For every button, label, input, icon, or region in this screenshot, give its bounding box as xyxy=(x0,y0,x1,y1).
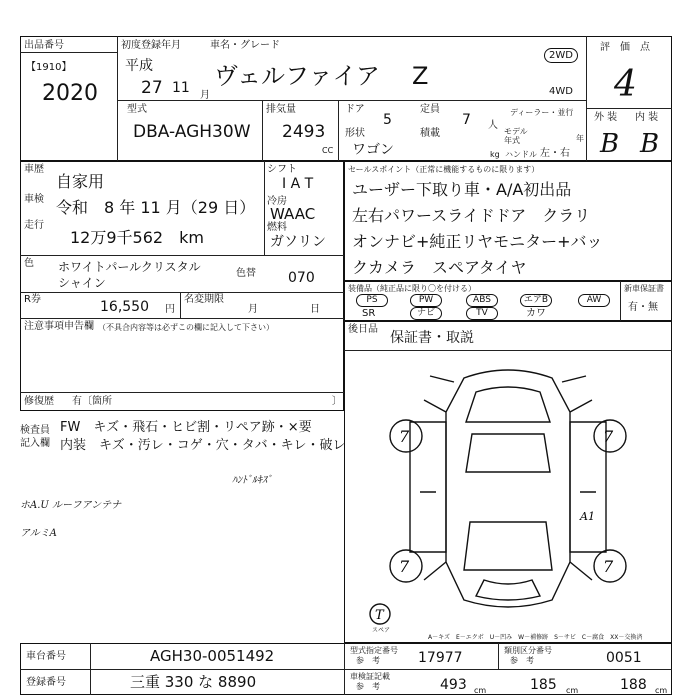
notes-label: 注意事項申告欄 xyxy=(24,321,94,332)
reg-month: 11 xyxy=(172,80,190,96)
fw-line: FW キズ・飛石・ヒビ割・リペア跡・×要 xyxy=(60,420,312,435)
history-label: 車歴 xyxy=(24,164,44,175)
lot-number: 2020 xyxy=(42,81,98,106)
displacement-label: 排気量 xyxy=(266,104,296,115)
warranty: 有・無 xyxy=(628,302,658,313)
year-unit: 年 xyxy=(576,134,584,143)
plate: 三重 330 な 8890 xyxy=(130,673,257,691)
tire-mark-fr: 7 xyxy=(603,427,614,446)
mileage-label: 走行 xyxy=(24,220,44,231)
month-label: 月 xyxy=(248,304,258,315)
sales-line1: ユーザー下取り車・A/A初出品 xyxy=(352,180,572,199)
color-label: 色 xyxy=(24,258,34,269)
color-line1: ホワイトパールクリスタル xyxy=(58,260,201,274)
recycle-label: R券 xyxy=(24,294,41,305)
cc-unit: CC xyxy=(322,146,334,155)
tire-mark-fl: 7 xyxy=(399,427,410,446)
day-label: 日 xyxy=(310,304,320,315)
equip-pw: PW xyxy=(410,294,442,307)
grade: Z xyxy=(412,62,429,90)
dealer-label: ディーラー・並行 xyxy=(510,108,574,117)
handle: 左・右 xyxy=(540,148,570,159)
cert-label: 車検証記載 xyxy=(350,672,390,681)
inspection-label: 車検 xyxy=(24,194,44,205)
mileage: 12万9千562 km xyxy=(70,228,204,247)
type-no: 17977 xyxy=(418,650,463,666)
interior-label: 内 装 xyxy=(635,112,659,123)
papers: 保証書・取説 xyxy=(390,330,474,346)
ac-label: 冷房 xyxy=(267,196,287,207)
model-year-label: モデル年式 xyxy=(504,127,528,145)
sales-line4: クカメラ スペアタイヤ xyxy=(352,258,527,277)
equip-abs: ABS xyxy=(466,294,498,307)
rear-label: 後日品 xyxy=(348,324,378,335)
damage-legend: A－キズ E－エクボ U－凹み W－補修跡 S－サビ C－腐食 XX－交換済 xyxy=(428,634,643,641)
doors: 5 xyxy=(383,112,392,128)
model-label: 型式 xyxy=(127,104,147,115)
hand-note1: ﾊﾝﾄﾞﾙｷｽﾞ xyxy=(232,475,272,486)
class-no-ref: 参 考 xyxy=(510,656,534,665)
repair-label: 修復歴 xyxy=(24,396,54,407)
equip-tv: TV xyxy=(466,307,498,320)
tire-mark-rl: 7 xyxy=(399,557,410,576)
class-no-label: 類別区分番号 xyxy=(504,646,552,655)
sales-line3: オンナビ+純正リヤモニター+バッ xyxy=(352,232,603,251)
equip-ps: PS xyxy=(356,294,388,307)
first-reg-label: 初度登録年月 xyxy=(121,40,181,51)
overall-score: 4 xyxy=(614,64,637,105)
dim-length-unit: cm xyxy=(474,686,487,695)
hand-note3: アルミA xyxy=(20,528,57,539)
lot-sub: 【1910】 xyxy=(26,62,72,73)
equipment-label: 装備品（純正品に限り〇を付ける） xyxy=(348,284,476,293)
repair: 有〔箇所 xyxy=(72,396,112,407)
shape-label: 形状 xyxy=(345,128,365,139)
type-no-label: 型式指定番号 xyxy=(350,646,398,655)
fuel: ガソリン xyxy=(270,234,326,250)
displacement: 2493 xyxy=(282,122,326,142)
capacity-label: 定員 xyxy=(420,104,440,115)
chassis-label: 車台番号 xyxy=(26,651,66,662)
equip-sr: SR xyxy=(362,308,376,319)
dim-width: 185 xyxy=(530,677,557,693)
drive-4wd: 4WD xyxy=(549,86,573,97)
type-no-ref: 参 考 xyxy=(356,656,380,665)
cert-ref: 参 考 xyxy=(356,682,380,691)
new-car-label: 新車保証書 xyxy=(624,284,664,293)
tire-mark-rr: 7 xyxy=(603,557,614,576)
body-mark: A1 xyxy=(580,510,595,523)
load-label: 積載 xyxy=(420,128,440,139)
chassis: AGH30-0051492 xyxy=(150,647,275,665)
spare-mark: T xyxy=(375,608,384,623)
yen-unit: 円 xyxy=(165,304,175,315)
dim-length: 493 xyxy=(440,677,467,693)
month-unit: 月 xyxy=(200,90,210,101)
era: 平成 xyxy=(125,58,153,74)
spare-label: スペア xyxy=(372,627,391,634)
ac: WAAC xyxy=(270,205,316,223)
name-grade-label: 車名・グレード xyxy=(210,40,280,51)
dim-height-unit: cm xyxy=(655,686,668,695)
class-no: 0051 xyxy=(606,650,642,666)
equip-airbag: エアB xyxy=(520,294,552,307)
color-line2: シャイン xyxy=(58,276,106,290)
equip-navi: ナビ xyxy=(410,307,442,320)
equip-aw: AW xyxy=(578,294,610,307)
drive-2wd: 2WD xyxy=(544,48,578,63)
capacity: 7 xyxy=(462,112,471,128)
repair-close: 〕 xyxy=(332,396,342,407)
model: DBA-AGH30W xyxy=(133,122,251,142)
reg-year: 27 xyxy=(141,78,163,98)
car-name: ヴェルファイア xyxy=(214,62,380,90)
hand-note2: ホA.U ルーフアンテナ xyxy=(20,500,122,511)
notes-sub: （不具合内容等は必ずこの欄に記入して下さい） xyxy=(98,323,274,332)
handle-label: ハンドル xyxy=(505,150,537,159)
dim-height: 188 xyxy=(620,677,647,693)
nox-label: 名変期限 xyxy=(184,294,224,305)
sales-label: セールスポイント（正常に機能するものに限ります） xyxy=(348,165,540,174)
inspector-label: 検査員記入欄 xyxy=(20,425,50,449)
dim-width-unit: cm xyxy=(566,686,579,695)
kg-unit: kg xyxy=(490,150,500,159)
color-change-label: 色替 xyxy=(236,268,256,279)
shift-label: シフト xyxy=(267,164,297,175)
exterior-label: 外 装 xyxy=(594,112,618,123)
inspection: 令和 8 年 11 月（29 日） xyxy=(56,198,256,217)
score-label: 評 価 点 xyxy=(600,42,650,53)
lot-label: 出品番号 xyxy=(24,40,64,51)
equip-leather: カワ xyxy=(526,308,546,319)
person-unit: 人 xyxy=(488,120,498,131)
sales-line2: 左右パワースライドドア クラリ xyxy=(352,206,591,225)
interior-score: B xyxy=(640,129,660,159)
recycle: 16,550 xyxy=(100,299,149,315)
interior-line: 内装 キズ・汚レ・コゲ・穴・タバ・キレ・破レ xyxy=(60,438,346,453)
color-code: 070 xyxy=(288,270,315,286)
shape: ワゴン xyxy=(352,142,394,158)
plate-label: 登録番号 xyxy=(26,677,66,688)
car-diagram xyxy=(344,352,672,628)
history: 自家用 xyxy=(56,172,105,191)
fuel-label: 燃料 xyxy=(267,222,287,233)
shift: I A T xyxy=(282,176,314,192)
door-label: ドア xyxy=(345,104,365,115)
exterior-score: B xyxy=(600,129,620,159)
